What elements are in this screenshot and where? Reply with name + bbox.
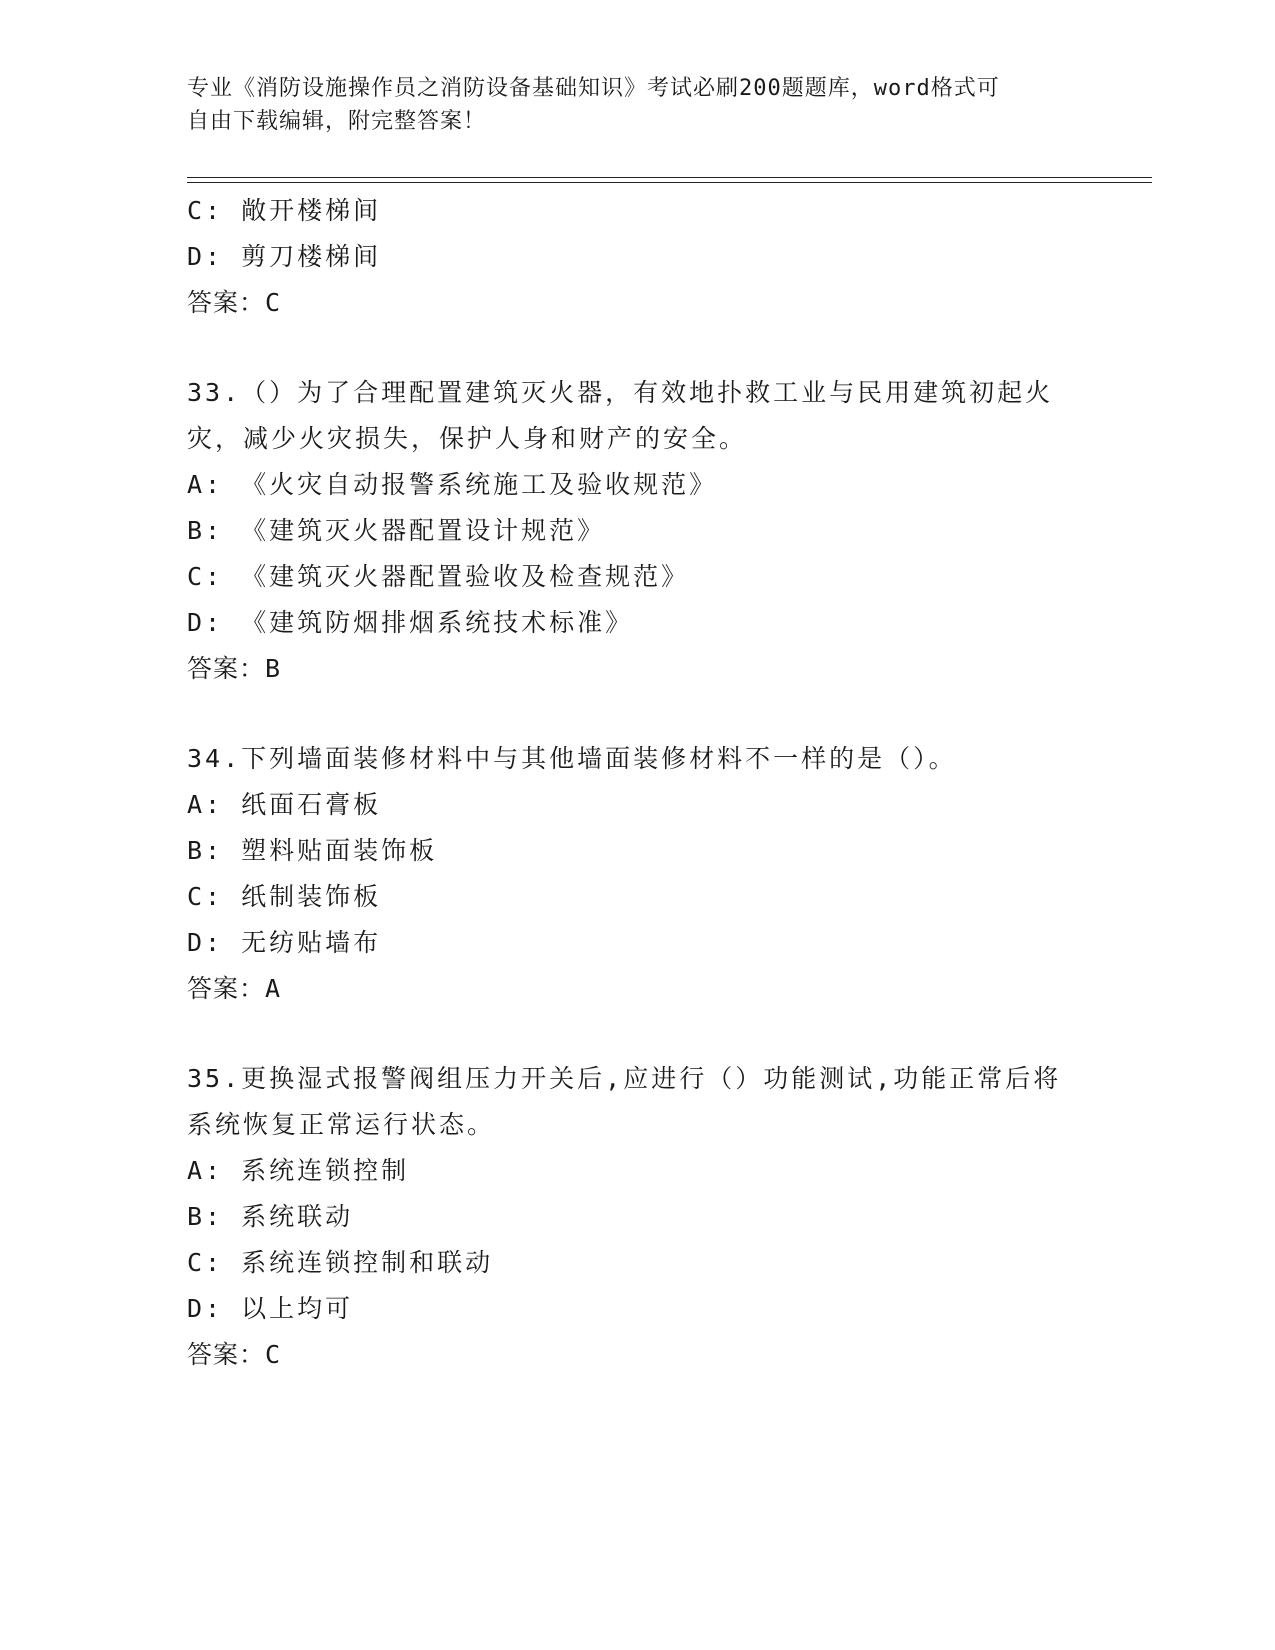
question-stem-line-1: 35.更换湿式报警阀组压力开关后,应进行（）功能测试,功能正常后将 — [187, 1064, 1062, 1093]
answer-line — [187, 966, 1087, 1012]
document-header — [187, 72, 1087, 138]
answer-value: C — [265, 1340, 282, 1369]
question-32-continued — [187, 188, 1087, 326]
option-b: B: 系统联动 — [187, 1202, 354, 1231]
answer-value: B — [265, 654, 282, 683]
header-divider-bottom — [187, 182, 1152, 183]
option-c: C: 《建筑灭火器配置验收及检查规范》 — [187, 562, 690, 591]
answer-line — [187, 646, 1087, 692]
option-c: C: 系统连锁控制和联动 — [187, 1248, 494, 1277]
answer-value: C — [265, 288, 282, 317]
option-b: B: 塑料贴面装饰板 — [187, 836, 438, 865]
answer-line — [187, 280, 1087, 326]
option-b: B: 《建筑灭火器配置设计规范》 — [187, 516, 606, 545]
question-stem-line-2: 系统恢复正常运行状态。 — [187, 1110, 496, 1139]
question-33 — [187, 370, 1087, 692]
option-a: A: 《火灾自动报警系统施工及验收规范》 — [187, 470, 718, 499]
question-stem-line-1: 34.下列墙面装修材料中与其他墙面装修材料不一样的是（）。 — [187, 744, 957, 773]
answer-label: 答案： — [187, 288, 266, 317]
header-line-1: 专业《消防设施操作员之消防设备基础知识》考试必刷200题题库，word格式可 — [187, 76, 1000, 101]
answer-label: 答案： — [187, 654, 266, 683]
answer-line — [187, 1332, 1087, 1378]
question-34 — [187, 736, 1087, 1012]
question-stem-line-2: 灾，减少火灾损失，保护人身和财产的安全。 — [187, 424, 748, 453]
option-d: D: 无纺贴墙布 — [187, 928, 382, 957]
option-d: D: 以上均可 — [187, 1294, 354, 1323]
header-line-2: 自由下载编辑，附完整答案！ — [187, 109, 487, 134]
option-a: A: 纸面石膏板 — [187, 790, 382, 819]
option-d: D: 《建筑防烟排烟系统技术标准》 — [187, 608, 634, 637]
option-a: A: 系统连锁控制 — [187, 1156, 410, 1185]
option-c: C: 纸制装饰板 — [187, 882, 382, 911]
question-stem-line-1: 33.（）为了合理配置建筑灭火器，有效地扑救工业与民用建筑初起火 — [187, 378, 1054, 407]
header-divider-top — [187, 177, 1152, 178]
answer-value: A — [265, 974, 282, 1003]
document-body — [187, 188, 1087, 1378]
answer-label: 答案： — [187, 1340, 266, 1369]
answer-label: 答案： — [187, 974, 266, 1003]
option-c: C: 敞开楼梯间 — [187, 196, 382, 225]
option-d: D: 剪刀楼梯间 — [187, 242, 382, 271]
question-35 — [187, 1056, 1087, 1378]
